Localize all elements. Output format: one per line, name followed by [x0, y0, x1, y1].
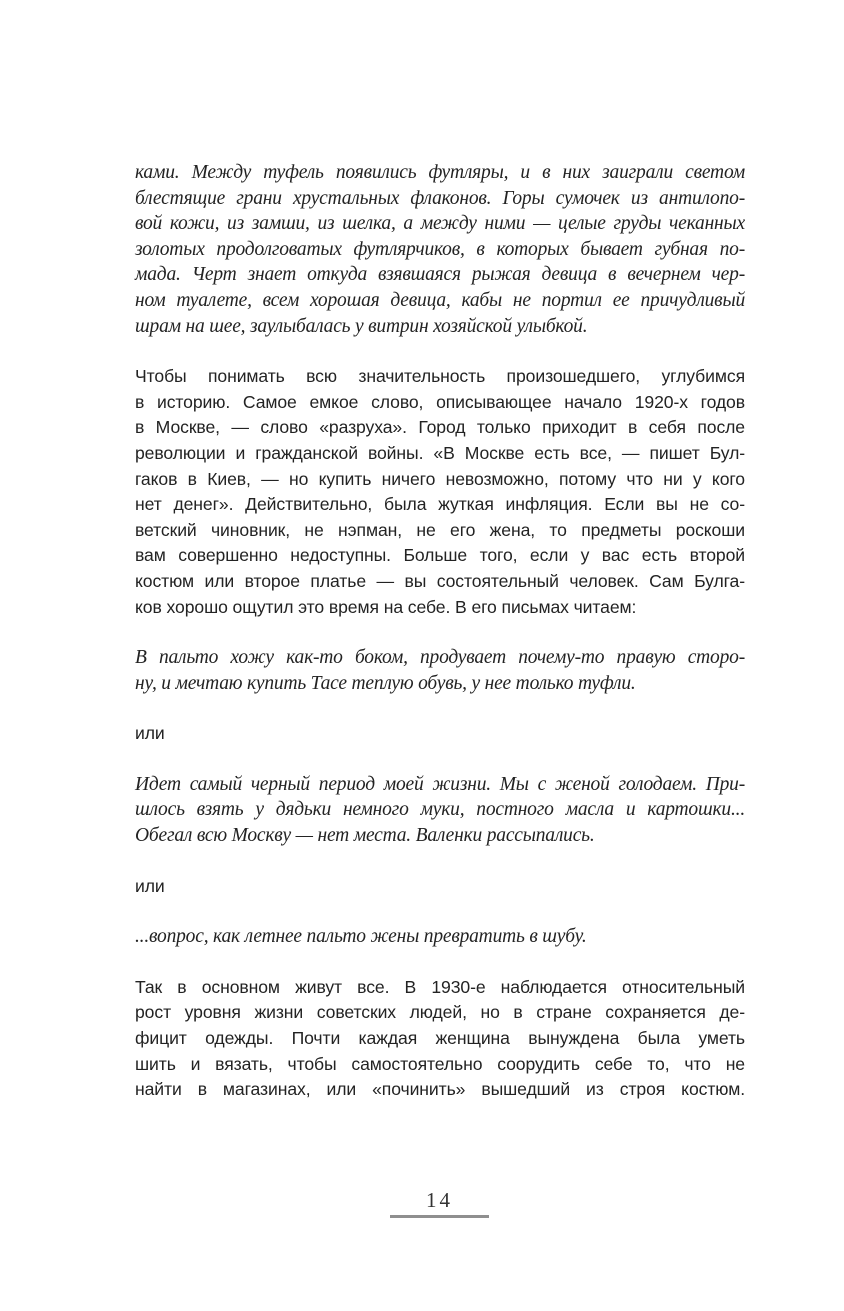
text-line: или — [135, 723, 165, 744]
paragraph-gap — [135, 899, 745, 924]
body-paragraph — [135, 874, 745, 900]
body-paragraph — [135, 721, 745, 747]
text-line: шрам на шее, заулыбалась у витрин хозяйской улыбкой. — [135, 315, 588, 337]
text-line: Чтобы понимать всю значительность произошедшего, углубимся — [135, 366, 745, 387]
text-line: вам совершенно недоступны. Больше того, если у вас есть второй — [135, 545, 745, 566]
body-paragraph — [135, 975, 745, 1103]
page-number: 14 — [426, 1188, 453, 1212]
text-line: революции и гражданской войны. «В Москве есть все, — пишет Бул- — [135, 442, 745, 463]
text-line: вой кожи, из замши, из шелка, а между ними — целые груды чеканных — [135, 213, 745, 235]
text-line: золотых продолговатых футлярчиков, в которых бывает губная по- — [135, 238, 745, 260]
text-line: ков хорошо ощутил это время на себе. В его письмах читаем: — [135, 596, 637, 617]
quote-paragraph — [135, 772, 745, 849]
text-line: шлось взять у дядьки немного муки, постного масла и картошки... — [135, 799, 745, 821]
quote-paragraph — [135, 924, 745, 950]
page-number-rule — [390, 1215, 489, 1218]
text-line: Так в основном живут все. В 1930-е наблюдается относительный — [135, 976, 745, 997]
paragraph-gap — [135, 950, 745, 975]
text-line: ...вопрос, как летнее пальто жены превратить в шубу. — [135, 926, 587, 948]
text-line: ветский чиновник, не нэпман, не его жена, то предметы роскоши — [135, 519, 745, 540]
text-line: в историю. Самое емкое слово, описывающее начало 1920-х годов — [135, 391, 745, 412]
paragraph-gap — [135, 620, 745, 645]
text-line: Идет самый черный период моей жизни. Мы с женой голодаем. При- — [135, 773, 745, 795]
text-line: гаков в Киев, — но купить ничего невозможно, потому что ни у кого — [135, 468, 745, 489]
paragraph-gap — [135, 849, 745, 874]
text-line: костюм или второе платье — вы состоятельный человек. Сам Булга- — [135, 570, 745, 591]
quote-paragraph — [135, 645, 745, 696]
paragraph-gap — [135, 696, 745, 721]
text-line: рост уровня жизни советских людей, но в стране сохраняется де- — [135, 1002, 745, 1023]
text-line: в Москве, — слово «разруха». Город только приходит в себя после — [135, 417, 745, 438]
text-line: мада. Черт знает откуда взявшаяся рыжая девица в вечернем чер- — [135, 264, 745, 286]
paragraph-gap — [135, 339, 745, 364]
paragraph-gap — [135, 747, 745, 772]
quote-paragraph — [135, 160, 745, 339]
text-line: В пальто хожу как-то боком, продувает почему-то правую сторо- — [135, 647, 745, 669]
text-line: ну, и мечтаю купить Тасе теплую обувь, у нее только туфли. — [135, 672, 636, 694]
text-line: блестящие грани хрустальных флаконов. Горы сумочек из антилопо- — [135, 187, 745, 209]
text-line: найти в магазинах, или «починить» вышедший из строя костюм. — [135, 1079, 745, 1100]
text-line: Обегал всю Москву — нет места. Валенки рассыпались. — [135, 825, 595, 847]
text-line: или — [135, 875, 165, 896]
text-line: шить и вязать, чтобы самостоятельно соорудить себе то, что не — [135, 1053, 745, 1074]
text-line: нет денег». Действительно, была жуткая инфляция. Если вы не со- — [135, 494, 745, 515]
text-line: ном туалете, всем хорошая девица, кабы не портил ее причудливый — [135, 289, 745, 311]
text-line: ками. Между туфель появились футляры, и в них заиграли светом — [135, 162, 745, 183]
text-line: фицит одежды. Почти каждая женщина вынуждена была уметь — [135, 1028, 745, 1049]
body-paragraph — [135, 364, 745, 620]
page-content — [135, 160, 745, 1103]
